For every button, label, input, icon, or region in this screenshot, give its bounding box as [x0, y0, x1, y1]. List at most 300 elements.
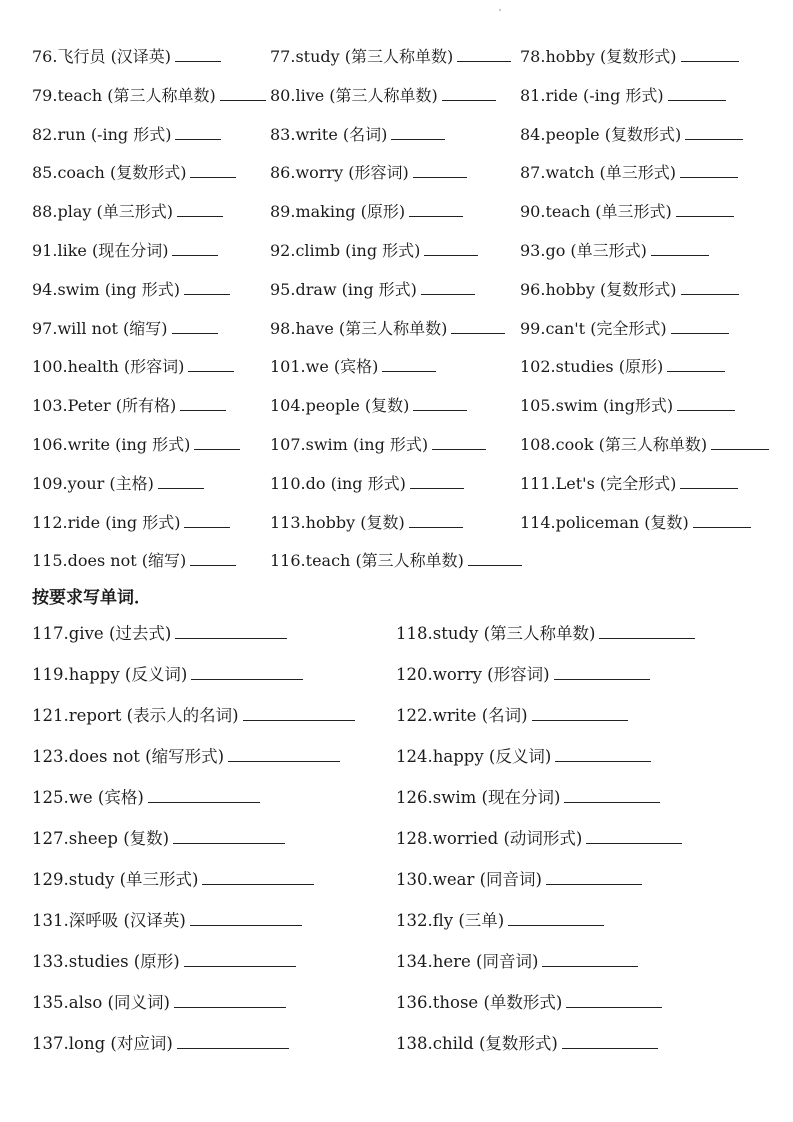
number-separator: .: [63, 788, 69, 807]
question-word: happy: [68, 665, 120, 684]
question-item: [396, 864, 642, 896]
answer-blank[interactable]: [667, 370, 725, 372]
question-item: [520, 352, 725, 382]
number-separator: .: [63, 624, 69, 643]
answer-blank[interactable]: [177, 215, 223, 217]
question-hint: (单三形式): [570, 240, 647, 260]
answer-blank[interactable]: [173, 842, 285, 844]
answer-blank[interactable]: [188, 370, 234, 372]
question-row: [32, 236, 782, 275]
answer-blank[interactable]: [190, 924, 302, 926]
answer-blank[interactable]: [677, 409, 735, 411]
question-item: [32, 546, 236, 576]
question-number: 85: [32, 163, 53, 183]
question-number: 126: [396, 788, 428, 807]
question-number: 102: [520, 357, 551, 377]
number-separator: .: [550, 396, 556, 416]
question-number: 99: [520, 318, 541, 338]
question-number: 104: [270, 396, 301, 416]
question-hint: (第三人称单数): [329, 85, 438, 105]
question-word: hobby: [545, 279, 595, 299]
answer-blank[interactable]: [382, 370, 436, 372]
question-word: study: [68, 870, 115, 889]
question-number: 86: [270, 163, 291, 183]
question-word: here: [432, 952, 471, 971]
question-hint: (反义词): [488, 747, 552, 766]
question-word: worried: [432, 829, 499, 848]
question-hint: (单三形式): [96, 202, 173, 222]
number-separator: .: [540, 279, 546, 299]
answer-blank[interactable]: [172, 332, 218, 334]
question-hint: (ing 形式): [352, 434, 429, 454]
question-number: 93: [520, 240, 541, 260]
number-separator: .: [63, 665, 69, 684]
answer-blank[interactable]: [174, 1006, 286, 1008]
question-word: hobby: [545, 47, 595, 66]
number-separator: .: [550, 473, 556, 493]
question-number: 121: [32, 706, 64, 725]
question-number: 107: [270, 434, 301, 454]
question-word: child: [432, 1034, 474, 1053]
number-separator: .: [427, 952, 433, 971]
question-word: studies: [68, 952, 129, 971]
number-separator: .: [550, 434, 556, 454]
question-row: [32, 618, 752, 659]
question-row: [32, 700, 752, 741]
question-hint: (现在分词): [481, 788, 561, 807]
question-item: [270, 469, 464, 499]
question-number: 91: [32, 240, 53, 260]
answer-blank[interactable]: [676, 215, 734, 217]
question-number: 138: [396, 1034, 428, 1053]
answer-blank[interactable]: [184, 965, 296, 967]
question-number: 105: [520, 396, 551, 416]
question-number: 96: [520, 279, 541, 299]
answer-blank[interactable]: [175, 138, 221, 140]
number-separator: .: [290, 47, 296, 66]
answer-blank[interactable]: [243, 719, 355, 721]
question-word: study: [432, 624, 479, 643]
question-word: people: [305, 396, 360, 416]
question-word: give: [68, 624, 104, 643]
number-separator: .: [63, 952, 69, 971]
question-item: [396, 823, 682, 855]
question-hint: (复数): [644, 512, 689, 532]
number-separator: .: [63, 993, 69, 1012]
number-separator: .: [290, 318, 296, 338]
number-separator: .: [550, 512, 556, 532]
number-separator: .: [427, 870, 433, 889]
question-hint: (汉译英): [123, 911, 186, 930]
number-separator: .: [52, 85, 58, 105]
question-word: studies: [555, 357, 614, 377]
answer-blank[interactable]: [148, 801, 260, 803]
number-separator: .: [290, 163, 296, 183]
answer-blank[interactable]: [175, 637, 287, 639]
answer-blank[interactable]: [532, 719, 628, 721]
question-number: 82: [32, 124, 53, 144]
answer-blank[interactable]: [681, 60, 739, 62]
question-word: do: [305, 473, 326, 493]
question-word: write: [295, 124, 338, 144]
answer-blank[interactable]: [457, 60, 511, 62]
number-separator: .: [62, 473, 68, 493]
question-word: teach: [305, 551, 351, 571]
question-hint: (ing形式): [602, 396, 674, 416]
answer-blank[interactable]: [671, 332, 729, 334]
question-hint: (过去式): [108, 624, 172, 643]
question-word: run: [57, 124, 86, 144]
answer-blank[interactable]: [413, 176, 467, 178]
question-number: 114: [520, 512, 551, 532]
number-separator: .: [540, 163, 546, 183]
question-hint: (反义词): [124, 665, 188, 684]
answer-blank[interactable]: [564, 801, 660, 803]
question-word: report: [68, 706, 122, 725]
question-item: [270, 352, 436, 382]
question-hint: (对应词): [110, 1034, 173, 1053]
question-number: 83: [270, 124, 291, 144]
number-separator: .: [290, 202, 296, 222]
question-row: [32, 120, 782, 159]
question-grid-part1: [32, 42, 782, 585]
question-item: [270, 314, 505, 344]
question-hint: (同义词): [107, 993, 170, 1012]
question-word: swim: [555, 396, 598, 416]
answer-blank[interactable]: [685, 138, 743, 140]
question-item: [32, 81, 266, 111]
question-word: those: [432, 993, 479, 1012]
number-separator: .: [52, 318, 58, 338]
number-separator: .: [427, 624, 433, 643]
question-hint: (现在分词): [91, 240, 169, 260]
question-hint: (宾格): [97, 788, 144, 807]
question-number: 128: [396, 829, 428, 848]
question-item: [32, 469, 204, 499]
question-item: [270, 236, 478, 266]
answer-blank[interactable]: [566, 1006, 662, 1008]
question-word: worry: [295, 163, 344, 183]
question-item: [520, 42, 739, 72]
question-hint: (缩写): [123, 318, 168, 338]
answer-blank[interactable]: [413, 409, 467, 411]
question-number: 92: [270, 240, 291, 260]
number-separator: .: [540, 318, 546, 338]
question-number: 130: [396, 870, 428, 889]
answer-blank[interactable]: [424, 254, 478, 256]
question-item: [520, 508, 751, 538]
question-number: 133: [32, 952, 64, 971]
question-word: wear: [432, 870, 475, 889]
question-item: [270, 430, 486, 460]
question-row: [32, 391, 782, 430]
number-separator: .: [427, 788, 433, 807]
question-hint: (表示人的名词): [126, 706, 239, 725]
answer-blank[interactable]: [409, 215, 463, 217]
question-number: 119: [32, 665, 64, 684]
question-word: coach: [57, 163, 105, 183]
question-hint: (所有格): [115, 396, 177, 416]
question-number: 134: [396, 952, 428, 971]
question-word: does not: [67, 551, 137, 571]
number-separator: .: [62, 357, 68, 377]
number-separator: .: [63, 1034, 69, 1053]
section-title: 按要求写单词．: [32, 588, 151, 608]
question-hint: (汉译英): [110, 47, 172, 66]
answer-blank[interactable]: [442, 99, 496, 101]
question-word: worry: [432, 665, 482, 684]
question-word: making: [295, 202, 356, 222]
question-item: [32, 275, 230, 305]
question-hint: (形容词): [348, 163, 409, 183]
answer-blank[interactable]: [202, 883, 314, 885]
answer-blank[interactable]: [542, 965, 638, 967]
answer-blank[interactable]: [228, 760, 340, 762]
number-separator: .: [427, 911, 433, 930]
number-separator: .: [540, 202, 546, 222]
question-item: [32, 987, 286, 1019]
question-item: [270, 197, 463, 227]
answer-blank[interactable]: [158, 487, 204, 489]
question-word: people: [545, 124, 600, 144]
question-number: 100: [32, 357, 63, 377]
question-word: happy: [432, 747, 484, 766]
number-separator: .: [427, 706, 433, 725]
answer-blank[interactable]: [555, 760, 651, 762]
question-number: 122: [396, 706, 428, 725]
question-number: 137: [32, 1034, 64, 1053]
number-separator: .: [427, 1034, 433, 1053]
question-number: 135: [32, 993, 64, 1012]
question-word: teach: [545, 202, 591, 222]
question-item: [520, 236, 709, 266]
number-separator: .: [290, 279, 296, 299]
question-item: [32, 741, 340, 773]
number-separator: .: [427, 829, 433, 848]
question-item: [396, 987, 662, 1019]
question-number: 124: [396, 747, 428, 766]
question-hint: (复数): [360, 512, 405, 532]
question-item: [520, 197, 734, 227]
answer-blank[interactable]: [680, 487, 738, 489]
question-item: [270, 42, 511, 72]
question-hint: (ing 形式): [345, 240, 421, 260]
answer-blank[interactable]: [175, 60, 221, 62]
question-row: [32, 987, 752, 1028]
question-item: [32, 314, 218, 344]
question-item: [396, 741, 651, 773]
number-separator: .: [63, 747, 69, 766]
question-item: [520, 430, 769, 460]
number-separator: .: [62, 396, 68, 416]
number-separator: .: [300, 434, 306, 454]
answer-blank[interactable]: [391, 138, 445, 140]
question-hint: (原形): [133, 952, 180, 971]
question-item: [32, 430, 240, 460]
question-number: 112: [32, 512, 63, 532]
question-word: 深呼吸: [68, 911, 119, 930]
question-hint: (形容词): [123, 357, 185, 377]
question-hint: (复数形式): [109, 163, 187, 183]
answer-blank[interactable]: [668, 99, 726, 101]
question-number: 106: [32, 434, 63, 454]
question-word: go: [545, 240, 566, 260]
question-number: 94: [32, 279, 53, 299]
question-item: [270, 546, 522, 576]
question-hint: (名词): [342, 124, 388, 144]
answer-blank[interactable]: [681, 293, 739, 295]
question-hint: (ing 形式): [330, 473, 406, 493]
question-row: [32, 197, 782, 236]
answer-blank[interactable]: [432, 448, 486, 450]
question-number: 98: [270, 318, 291, 338]
question-hint: (ing 形式): [104, 279, 180, 299]
answer-blank[interactable]: [651, 254, 709, 256]
number-separator: .: [300, 396, 306, 416]
question-hint: (同音词): [479, 870, 542, 889]
question-row: [32, 782, 752, 823]
answer-blank[interactable]: [562, 1047, 658, 1049]
number-separator: .: [290, 240, 296, 260]
question-number: 131: [32, 911, 64, 930]
answer-blank[interactable]: [184, 526, 230, 528]
question-number: 123: [32, 747, 64, 766]
question-row: [32, 1028, 752, 1069]
question-hint: (ing 形式): [341, 279, 417, 299]
number-separator: .: [52, 240, 58, 260]
question-hint: (宾格): [333, 357, 379, 377]
question-item: [396, 618, 695, 650]
answer-blank[interactable]: [190, 176, 236, 178]
question-number: 127: [32, 829, 64, 848]
question-number: 90: [520, 202, 541, 222]
question-item: [270, 275, 475, 305]
question-row: [32, 42, 782, 81]
question-item: [520, 391, 735, 421]
question-item: [270, 81, 496, 111]
question-word: study: [295, 47, 340, 66]
question-row: [32, 946, 752, 987]
question-number: 115: [32, 551, 63, 571]
answer-blank[interactable]: [194, 448, 240, 450]
question-item: [32, 158, 236, 188]
answer-blank[interactable]: [693, 526, 751, 528]
question-hint: (第三人称单数): [598, 434, 708, 454]
question-item: [32, 352, 234, 382]
question-word: swim: [57, 279, 100, 299]
question-number: 77: [270, 47, 291, 66]
question-hint: (ing 形式): [115, 434, 191, 454]
question-word: policeman: [555, 512, 640, 532]
scan-speck: [499, 9, 501, 11]
question-word: fly: [432, 911, 454, 930]
number-separator: .: [52, 163, 58, 183]
question-item: [520, 275, 739, 305]
number-separator: .: [62, 551, 68, 571]
answer-blank[interactable]: [191, 678, 303, 680]
answer-blank[interactable]: [508, 924, 604, 926]
answer-blank[interactable]: [554, 678, 650, 680]
question-hint: (复数): [364, 396, 410, 416]
question-row: [32, 430, 782, 469]
question-word: like: [57, 240, 87, 260]
answer-blank[interactable]: [451, 332, 505, 334]
question-row: [32, 823, 752, 864]
question-word: health: [67, 357, 119, 377]
answer-blank[interactable]: [421, 293, 475, 295]
question-hint: (单三形式): [599, 163, 676, 183]
answer-blank[interactable]: [184, 293, 230, 295]
answer-blank[interactable]: [180, 409, 226, 411]
question-hint: (完全形式): [599, 473, 677, 493]
answer-blank[interactable]: [172, 254, 218, 256]
question-number: 118: [396, 624, 428, 643]
answer-blank[interactable]: [177, 1047, 289, 1049]
question-item: [396, 782, 660, 814]
number-separator: .: [300, 473, 306, 493]
question-number: 101: [270, 357, 301, 377]
answer-blank[interactable]: [409, 526, 463, 528]
question-word: your: [67, 473, 105, 493]
question-word: cook: [555, 434, 594, 454]
question-hint: (第三人称单数): [344, 47, 454, 66]
question-row: [32, 352, 782, 391]
answer-blank[interactable]: [468, 564, 522, 566]
question-hint: (名词): [481, 706, 528, 725]
answer-blank[interactable]: [586, 842, 682, 844]
question-number: 88: [32, 202, 53, 222]
question-item: [520, 120, 743, 150]
question-word: sheep: [68, 829, 118, 848]
number-separator: .: [52, 47, 58, 66]
question-number: 125: [32, 788, 64, 807]
question-number: 95: [270, 279, 291, 299]
question-item: [396, 946, 638, 978]
question-item: [32, 700, 355, 732]
answer-blank[interactable]: [546, 883, 642, 885]
question-word: play: [57, 202, 92, 222]
question-row: [32, 659, 752, 700]
answer-blank[interactable]: [599, 637, 695, 639]
question-word: Let's: [555, 473, 595, 493]
question-item: [32, 1028, 289, 1060]
answer-blank[interactable]: [711, 448, 769, 450]
question-hint: (单数形式): [483, 993, 563, 1012]
question-item: [520, 314, 729, 344]
answer-blank[interactable]: [410, 487, 464, 489]
question-word: also: [68, 993, 103, 1012]
question-hint: (缩写): [141, 551, 187, 571]
number-separator: .: [300, 357, 306, 377]
answer-blank[interactable]: [190, 564, 236, 566]
question-hint: (复数形式): [604, 124, 682, 144]
question-number: 81: [520, 85, 541, 105]
question-hint: (三单): [458, 911, 505, 930]
question-number: 103: [32, 396, 63, 416]
question-number: 120: [396, 665, 428, 684]
answer-blank[interactable]: [680, 176, 738, 178]
question-word: ride: [67, 512, 101, 532]
answer-blank[interactable]: [220, 99, 266, 101]
number-separator: .: [300, 512, 306, 532]
question-item: [520, 469, 738, 499]
question-hint: (-ing 形式): [583, 85, 664, 105]
number-separator: .: [427, 665, 433, 684]
question-item: [32, 391, 226, 421]
question-hint: (动词形式): [503, 829, 583, 848]
question-row: [32, 741, 752, 782]
question-hint: (同音词): [476, 952, 539, 971]
